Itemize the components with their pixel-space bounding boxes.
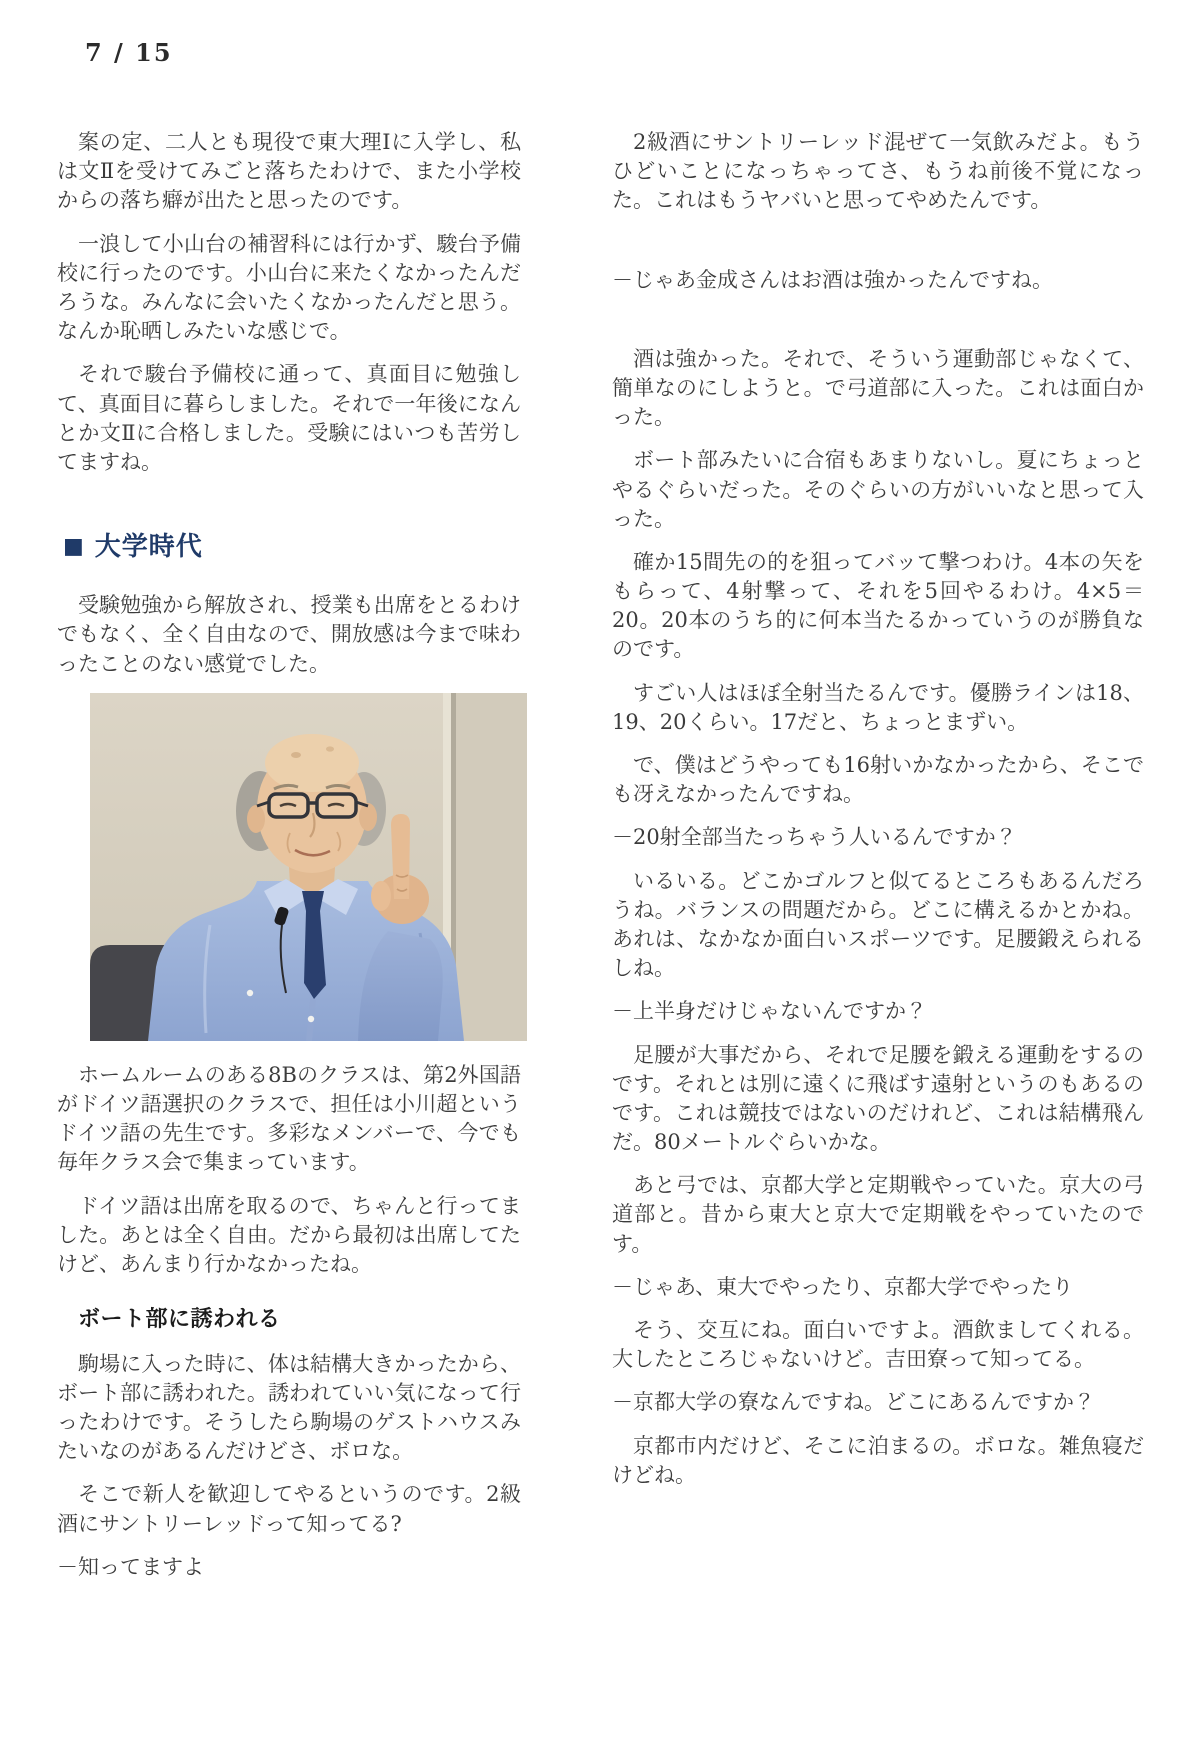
- paragraph: それで駿台予備校に通って、真面目に勉強して、真面目に暮らしました。それで一年後になんとか文Ⅱに合格しました。受験にはいつも苦労してますね。: [57, 362, 521, 474]
- paragraph: そう、交互にね。面白いですよ。酒飲ましてくれる。大したところじゃないけど。吉田寮って知ってる。: [612, 1318, 1144, 1372]
- paragraph: ホームルームのある8Bのクラスは、第2外国語がドイツ語選択のクラスで、担任は小川超というドイツ語の先生です。多彩なメンバーで、今でも毎年クラス会で集まっています。: [57, 1062, 521, 1175]
- square-bullet-icon: ■: [63, 534, 85, 560]
- interview-photo-illustration: [90, 693, 527, 1041]
- paragraph: ボート部みたいに合宿もあまりないし。夏にちょっとやるぐらいだった。そのぐらいの方がいいなと思って入った。: [612, 448, 1144, 531]
- paragraph: そこで新人を歓迎してやるというのです。2級酒にサントリーレッドって知ってる?: [57, 1482, 521, 1536]
- interview-question: －知ってますよ: [57, 1554, 204, 1579]
- paragraph: すごい人はほぼ全射当たるんです。優勝ラインは18、19、20くらい。17だと、ちょっとまずい。: [612, 680, 1144, 734]
- interview-question: －じゃあ、東大でやったり、京都大学でやったり: [612, 1274, 1074, 1299]
- section-heading-label: 大学時代: [94, 532, 203, 563]
- right-column: [612, 128, 1144, 1504]
- paragraph: 受験勉強から解放され、授業も出席をとるわけでもなく、全く自由なので、開放感は今まで味わったことのない感覚でした。: [57, 593, 521, 676]
- paragraph: 足腰が大事だから、それで足腰を鍛える運動をするのです。それとは別に遠くに飛ばす遠射というのもあるのです。これは競技ではないのだけれど、これは結構飛んだ。80メートルぐらいかな。: [612, 1042, 1144, 1155]
- paragraph: で、僕はどうやっても16射いかなかったから、そこでも冴えなかったんですね。: [612, 753, 1144, 807]
- paragraph: 酒は強かった。それで、そういう運動部じゃなくて、簡単なのにしようと。で弓道部に入った。これは面白かった。: [612, 346, 1144, 430]
- paragraph: 2級酒にサントリーレッド混ぜて一気飲みだよ。もうひどいことになっちゃってさ、もうね前後不覚になった。これはもうヤバいと思ってやめたんです。: [612, 130, 1144, 213]
- paragraph: 駒場に入った時に、体は結構大きかったから、ボート部に誘われた。誘われていい気になって行ったわけです。そうしたら駒場のゲストハウスみたいなのがあるんだけどさ、ボロな。: [57, 1351, 521, 1464]
- interview-question: －上半身だけじゃないんですか？: [612, 999, 927, 1024]
- interview-question: －京都大学の寮なんですね。どこにあるんですか？: [612, 1390, 1095, 1415]
- left-column: [57, 128, 521, 1596]
- paragraph: 京都市内だけど、そこに泊まるの。ボロな。雑魚寝だけどね。: [612, 1433, 1144, 1487]
- sub-heading: ボート部に誘われる: [78, 1307, 281, 1333]
- interview-question: －じゃあ金成さんはお酒は強かったんですね。: [612, 267, 1053, 292]
- paragraph: 案の定、二人とも現役で東大理Ⅰに入学し、私は文Ⅱを受けてみごと落ちたわけで、また小学校からの落ち癖が出たと思ったのです。: [57, 130, 521, 213]
- section-heading: [63, 529, 521, 565]
- paragraph: あと弓では、京都大学と定期戦やっていた。京大の弓道部と。昔から東大と京大で定期戦をやっていたのです。: [612, 1173, 1144, 1256]
- interview-question: －20射全部当たっちゃう人いるんですか？: [612, 825, 1017, 850]
- paragraph: 確か15間先の的を狙ってバッて撃つわけ。4本の矢をもらって、4射撃って、それを5回やるわけ。4×5＝20。20本のうち的に何本当たるかっていうのが勝負なのです。: [612, 549, 1144, 662]
- paragraph: いるいる。どこかゴルフと似てるところもあるんだろうね。バランスの問題だから。どこに構えるかとかね。あれは、なかなか面白いスポーツです。足腰鍛えられるしね。: [612, 868, 1144, 981]
- paragraph: 一浪して小山台の補習科には行かず、駿台予備校に行ったのです。小山台に来たくなかったんだろうな。みんなに会いたくなかったんだと思う。なんか恥晒しみたいな感じで。: [57, 231, 521, 344]
- interview-photo: [90, 693, 527, 1041]
- paragraph: ドイツ語は出席を取るので、ちゃんと行ってました。あとは全く自由。だから最初は出席してたけど、あんまり行かなかったね。: [57, 1193, 521, 1276]
- page-number: 7 / 15: [85, 38, 173, 67]
